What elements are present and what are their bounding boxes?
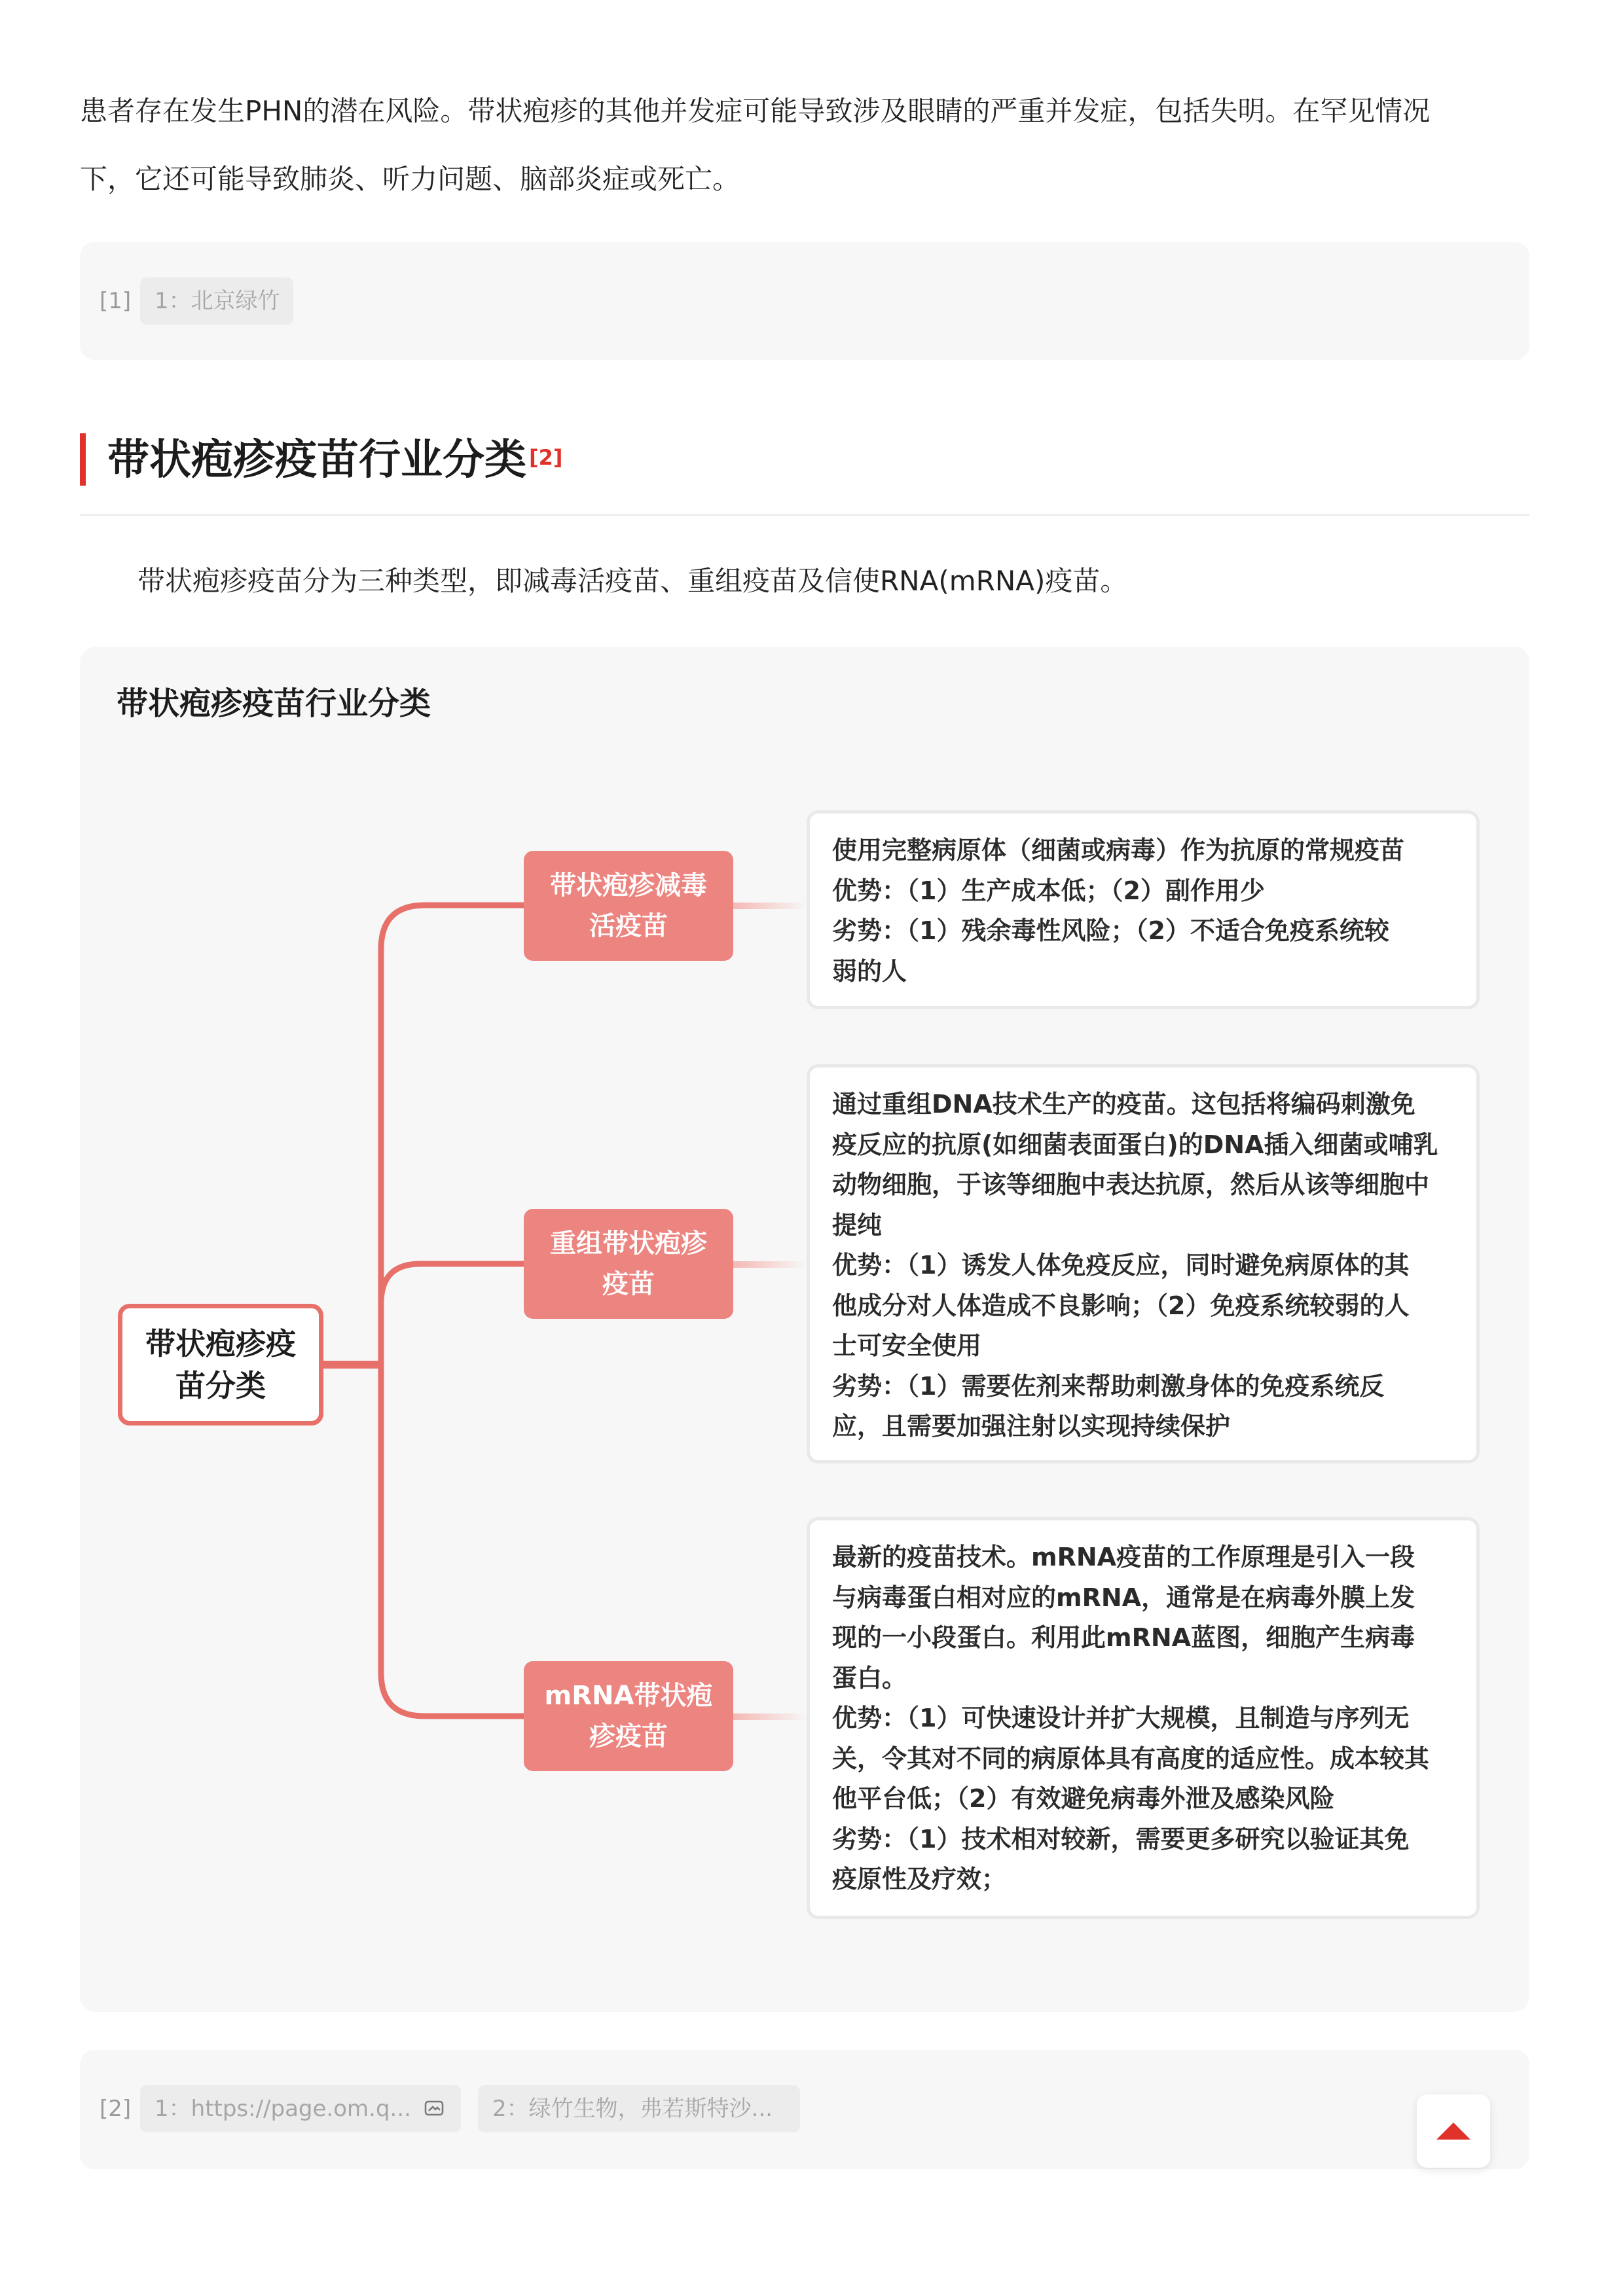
- leaf-mrna: [807, 1517, 1480, 1919]
- leaf-line: 优势：（1）可快速设计并扩大规模，且制造与序列无: [832, 1704, 1410, 1732]
- leaf-line: 最新的疫苗技术。mRNA疫苗的工作原理是引入一段: [832, 1543, 1415, 1571]
- mindmap-title: 带状疱疹疫苗行业分类: [117, 685, 431, 722]
- leaf-line: 士可安全使用: [832, 1331, 982, 1360]
- reference-link-text: 1：https://page.om.q...: [155, 2096, 411, 2122]
- leaf-recombinant: [807, 1064, 1480, 1463]
- fade-connector-3: [733, 1713, 807, 1720]
- leaf-line: 弱的人: [832, 956, 907, 986]
- branch-live-attenuated: 带状疱疹减毒活疫苗: [524, 851, 733, 961]
- leaf-line: 他平台低；（2）有效避免病毒外泄及感染风险: [832, 1784, 1335, 1813]
- leaf-line: 通过重组DNA技术生产的疫苗。这包括将编码刺激免: [832, 1090, 1415, 1119]
- leaf-line: 劣势：（1）技术相对较新，需要更多研究以验证其免: [832, 1824, 1410, 1854]
- section-footnote-marker[interactable]: [2]: [529, 445, 563, 470]
- leaf-line: 使用完整病原体（细菌或病毒）作为抗原的常规疫苗: [832, 836, 1405, 865]
- reference-number: [2]: [100, 2096, 132, 2122]
- mindmap-root-node: 带状疱疹疫苗分类: [118, 1304, 323, 1426]
- leaf-line: 劣势：（1）残余毒性风险；（2）不适合免疫系统较: [832, 916, 1389, 945]
- leaf-line: 优势：（1）诱发人体免疫反应，同时避免病原体的其: [832, 1251, 1410, 1280]
- leaf-line: 提纯: [832, 1210, 883, 1240]
- leaf-line: 疫反应的抗原(如细菌表面蛋白)的DNA插入细菌或哺乳: [832, 1130, 1438, 1159]
- caret-up-icon: [1435, 2121, 1472, 2141]
- scroll-to-top-button[interactable]: [1417, 2094, 1490, 2168]
- leaf-line: 他成分对人体造成不良影响；（2）免疫系统较弱的人: [832, 1291, 1410, 1320]
- leaf-line: 与病毒蛋白相对应的mRNA，通常是在病毒外膜上发: [832, 1583, 1415, 1612]
- leaf-line: 现的一小段蛋白。利用此mRNA蓝图，细胞产生病毒: [832, 1623, 1415, 1652]
- reference-chip-1[interactable]: 1：北京绿竹: [140, 278, 293, 325]
- branch-mrna: mRNA带状疱疹疫苗: [524, 1661, 733, 1771]
- leaf-line: 劣势：（1）需要佐剂来帮助刺激身体的免疫系统反: [832, 1371, 1385, 1401]
- reference-box-2: [80, 2050, 1529, 2169]
- leaf-line: 蛋白。: [832, 1663, 907, 1693]
- reference-chip-2[interactable]: 2：绿竹生物，弗若斯特沙...: [478, 2085, 800, 2132]
- leaf-line: 应，且需要加强注射以实现持续保护: [832, 1412, 1231, 1441]
- section-lead: 带状疱疹疫苗分为三种类型，即减毒活疫苗、重组疫苗及信使RNA(mRNA)疫苗。: [137, 565, 1128, 597]
- fade-connector-2: [733, 1261, 807, 1268]
- leaf-line: 动物细胞，于该等细胞中表达抗原，然后从该等细胞中: [832, 1170, 1430, 1199]
- leaf-live-attenuated: [807, 810, 1480, 1009]
- connector-branch-2: [381, 1264, 524, 1365]
- connector-trunk: [381, 905, 524, 1365]
- external-link-icon[interactable]: [424, 2100, 444, 2117]
- intro-line-2: 下，它还可能导致肺炎、听力问题、脑部炎症或死亡。: [80, 163, 740, 195]
- section-title-text: 带状疱疹疫苗行业分类: [107, 436, 526, 484]
- leaf-line: 疫原性及疗效；: [832, 1865, 1007, 1893]
- branch-recombinant: 重组带状疱疹疫苗: [524, 1209, 733, 1319]
- reference-number: [1]: [100, 288, 132, 314]
- fade-connector-1: [733, 903, 807, 909]
- leaf-line: 优势：（1）生产成本低；（2）副作用少: [832, 876, 1265, 905]
- leaf-line: 关，令其对不同的病原体具有高度的适应性。成本较其: [832, 1744, 1430, 1773]
- reference-chip-1[interactable]: [140, 2085, 461, 2132]
- intro-line-1: 患者存在发生PHN的潜在风险。带状疱疹的其他并发症可能导致涉及眼睛的严重并发症，包括失明。在罕见情况: [80, 95, 1431, 127]
- connector-branch-3: [381, 1365, 524, 1716]
